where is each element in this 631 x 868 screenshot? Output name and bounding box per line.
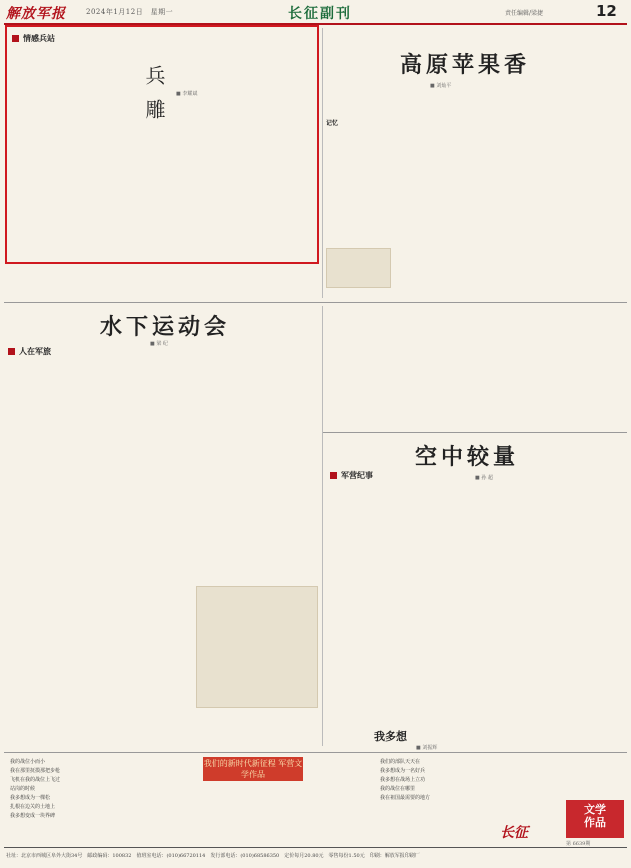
column-divider <box>322 28 323 298</box>
section-divider <box>323 432 627 433</box>
stamp-line-1: 文学 <box>584 803 606 816</box>
poem-right: 我们的部队天天在 我多想成为一名好兵 我多想在战场上立功 我的战位在哪里 我在祖国最需要的地方 <box>380 759 431 801</box>
title-char-2: 雕 <box>142 99 166 133</box>
footer-rule <box>4 847 627 848</box>
square-bullet-icon <box>12 35 19 42</box>
kicker-label: 人在军旅 <box>19 346 51 356</box>
article-title-vertical <box>140 65 169 133</box>
article-title: 高原苹果香 <box>400 52 531 78</box>
article-byline: ■ 梁 纪 <box>150 341 168 347</box>
poem-left: 我的战位小而小 我在那里抚摸那把步枪 飞机在我的战位上飞过 站岗的时候 我多想成为一棵松 扎根在边关的土地上 我多想变成一块界碑 <box>10 759 61 819</box>
kicker <box>330 470 373 481</box>
poem-byline: ■ 刘振辉 <box>416 745 438 751</box>
section-divider <box>4 302 627 303</box>
masthead <box>0 0 631 24</box>
title-char-1: 兵 <box>142 65 166 99</box>
article-byline: ■ 刘灿平 <box>430 83 452 89</box>
issue-number: 第 6639期 <box>566 841 591 847</box>
square-bullet-icon <box>8 348 15 355</box>
campaign-badge: 我们的新时代新征程 军营文学作品 <box>203 759 303 779</box>
subhead-label: 记忆 <box>326 120 339 127</box>
highlight-box <box>5 25 319 264</box>
illustration-image <box>196 586 318 708</box>
inline-image <box>326 248 391 288</box>
section-title: 长征副刊 <box>288 6 352 22</box>
article-title: 空中较量 <box>415 444 520 470</box>
article-title: 水下运动会 <box>100 314 231 340</box>
stamp-line-2: 作品 <box>584 816 606 829</box>
editor-credit: 责任编辑/梁捷 <box>505 10 544 17</box>
kicker-label: 军营纪事 <box>341 470 373 480</box>
section-divider <box>4 752 627 753</box>
stamp-text <box>574 803 616 829</box>
issue-date: 2024年1月12日 星期一 <box>86 8 174 16</box>
newspaper-logo: 解放军报 <box>6 6 66 22</box>
column-divider <box>322 306 323 746</box>
subhead <box>326 118 338 127</box>
article-byline: ■ 孙 超 <box>475 475 493 481</box>
footer-info: 社址：北京市西城区阜外大街34号 邮政编码：100832 值班室电话：(010)66720114 发行部电话：(010)68586350 定价每月20.80元 零售每份1.50元 印刷：解放军报印刷厂 <box>6 853 420 859</box>
kicker <box>12 33 55 44</box>
section-label: 我多想 <box>374 730 407 743</box>
calligraphy-signature: 长征 <box>500 825 528 841</box>
kicker-label: 情感兵站 <box>23 33 55 43</box>
kicker <box>8 346 51 357</box>
page-number: 12 <box>596 2 617 20</box>
square-bullet-icon <box>330 472 337 479</box>
article-byline: ■ 李耀斌 <box>176 91 198 97</box>
